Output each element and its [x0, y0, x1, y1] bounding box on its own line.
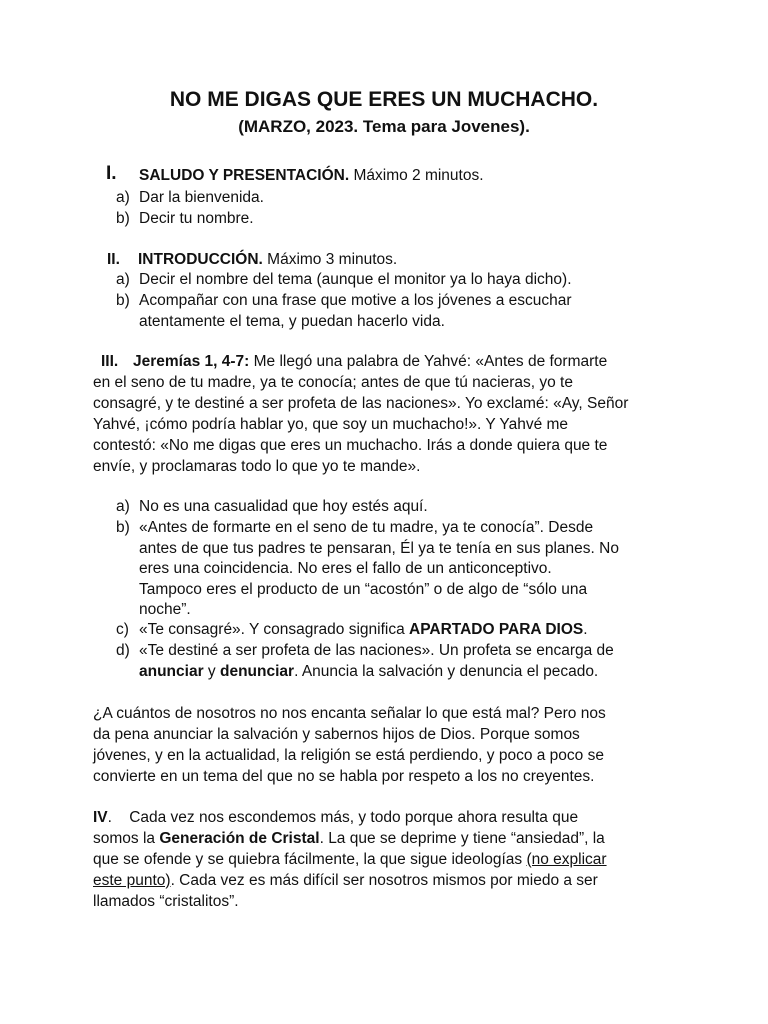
text-run: . Cada vez nos escondemos más, y todo porque ahora resulta que — [107, 809, 579, 826]
text-run: que se ofende y se quiebra fácilmente, la que sigue ideologías — [93, 851, 527, 868]
list-marker: d) — [116, 642, 130, 659]
quote-line: envíe, y proclamaras todo lo que yo te mande». — [93, 458, 421, 475]
list-item: Decir tu nombre. — [139, 210, 254, 227]
list-marker: b) — [116, 210, 130, 227]
section-2-duration: Máximo 3 minutos. — [262, 251, 398, 268]
list-item-continued: atentamente el tema, y puedan hacerlo vida. — [139, 313, 445, 330]
section-3-first-line — [133, 351, 607, 372]
list-item-continued: noche”. — [139, 601, 191, 618]
list-item-continued: antes de que tus padres te pensaran, Él ya te tenía en sus planes. No — [139, 540, 619, 557]
paragraph-line — [93, 828, 605, 849]
section-4-first-line — [93, 807, 578, 828]
underlined-note: este punto) — [93, 872, 171, 889]
text-run: . La que se deprime y tiene “ansiedad”, la — [319, 830, 605, 847]
underlined-note: (no explicar — [526, 851, 607, 868]
paragraph-line: llamados “cristalitos”. — [93, 893, 239, 910]
text-run: . Cada vez es más difícil ser nosotros mismos por miedo a ser — [170, 872, 598, 889]
list-item: Dar la bienvenida. — [139, 189, 264, 206]
list-item: No es una casualidad que hoy estés aquí. — [139, 498, 428, 515]
list-marker: a) — [116, 498, 130, 515]
paragraph-line: convierte en un tema del que no se habla por respeto a los no creyentes. — [93, 768, 595, 785]
list-item — [139, 619, 588, 640]
text-run: . Anuncia la salvación y denuncia el pecado. — [294, 663, 599, 680]
emphasis-text: anunciar — [139, 663, 204, 680]
text-run: «Te consagré». Y consagrado significa — [139, 621, 409, 638]
text-run: somos la — [93, 830, 160, 847]
list-item: «Antes de formarte en el seno de tu madre, ya te conocía”. Desde — [139, 519, 594, 536]
quote-line: Yahvé, ¡cómo podría hablar yo, que soy un muchacho!». Y Yahvé me — [93, 416, 569, 433]
document-title: NO ME DIGAS QUE ERES UN MUCHACHO. — [169, 88, 599, 111]
list-marker: b) — [116, 292, 130, 309]
document-subtitle: (MARZO, 2023. Tema para Jovenes). — [238, 117, 530, 136]
list-item: Acompañar con una frase que motive a los jóvenes a escuchar — [139, 292, 572, 309]
section-2-title: INTRODUCCIÓN. — [138, 251, 263, 268]
paragraph-line — [93, 870, 598, 891]
list-marker: b) — [116, 519, 130, 536]
section-1-number: I. — [106, 163, 117, 184]
section-2-heading — [138, 249, 397, 270]
paragraph-line: ¿A cuántos de nosotros no nos encanta señalar lo que está mal? Pero nos — [93, 705, 606, 722]
text-run: . — [583, 621, 588, 638]
section-1-heading — [139, 165, 484, 186]
quote-line: en el seno de tu madre, ya te conocía; antes de que tú nacieras, yo te — [93, 374, 573, 391]
list-marker: a) — [116, 271, 130, 288]
list-item-continued: eres una coincidencia. No eres el fallo de un anticonceptivo. — [139, 560, 552, 577]
list-item-continued — [139, 661, 598, 682]
section-1-duration: Máximo 2 minutos. — [349, 167, 484, 184]
emphasis-text: Generación de Cristal — [159, 830, 320, 847]
section-4-number: IV — [93, 809, 108, 826]
paragraph-line: jóvenes, y en la actualidad, la religión se está perdiendo, y poco a poco se — [93, 747, 604, 764]
paragraph-line: da pena anunciar la salvación y sabernos hijos de Dios. Porque somos — [93, 726, 580, 743]
paragraph-line — [93, 849, 607, 870]
section-3-number: III. — [101, 353, 119, 370]
quote-line: consagré, y te destiné a ser profeta de las naciones». Yo exclamé: «Ay, Señor — [93, 395, 629, 412]
section-2-number: II. — [107, 251, 120, 268]
emphasis-text: APARTADO PARA DIOS — [409, 621, 584, 638]
list-item-continued: Tampoco eres el producto de un “acostón” o de algo de “sólo una — [139, 581, 588, 598]
quote-line: contestó: «No me digas que eres un muchacho. Irás a donde quiera que te — [93, 437, 608, 454]
list-marker: a) — [116, 189, 130, 206]
emphasis-text: denunciar — [219, 663, 295, 680]
list-marker: c) — [116, 621, 129, 638]
list-item: Decir el nombre del tema (aunque el monitor ya lo haya dicho). — [139, 271, 572, 288]
section-3-reference: Jeremías 1, 4-7: — [133, 353, 250, 370]
list-item: «Te destiné a ser profeta de las naciones». Un profeta se encarga de — [139, 642, 614, 659]
text-run: y — [203, 663, 220, 680]
section-3-quote-start: Me llegó una palabra de Yahvé: «Antes de formarte — [249, 353, 608, 370]
section-1-title: SALUDO Y PRESENTACIÓN. — [139, 167, 350, 184]
